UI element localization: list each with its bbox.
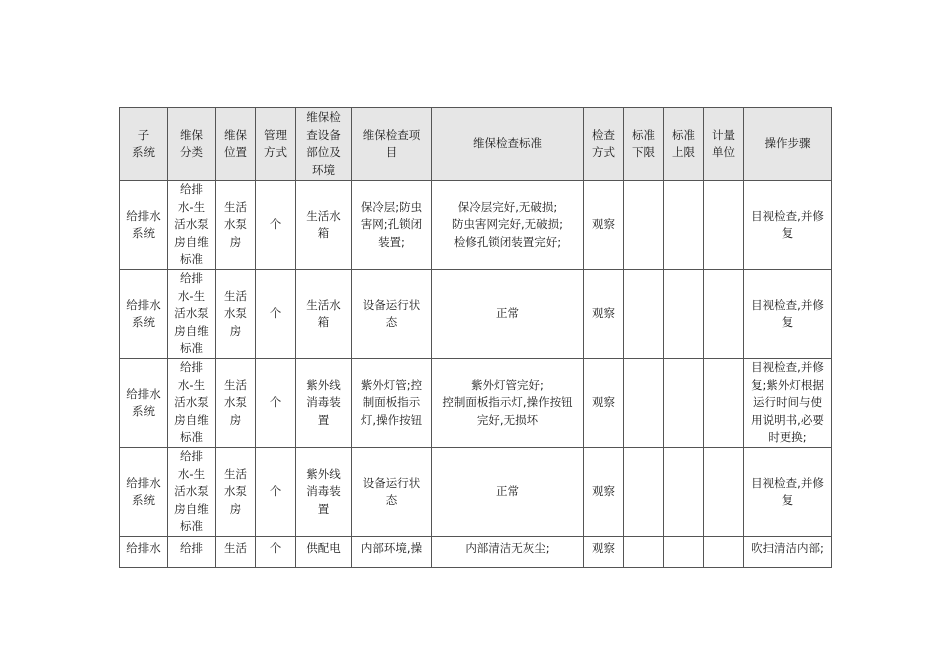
cell-standard: 保冷层完好,无破损; 防虫害网完好,无破损; 检修孔锁闭装置完好; — [432, 181, 584, 270]
header-subsystem: 子 系统 — [120, 108, 168, 181]
cell-steps: 目视检查,并修 复 — [744, 270, 832, 359]
cell-category: 给排 水-生 活水泵 房自维 标准 — [168, 270, 216, 359]
cell-lower — [624, 537, 664, 568]
cell-location: 生活 水泵 房 — [216, 270, 256, 359]
header-lower: 标准 下限 — [624, 108, 664, 181]
cell-mode: 个 — [256, 537, 296, 568]
cell-location: 生活 — [216, 537, 256, 568]
cell-mode: 个 — [256, 359, 296, 448]
cell-upper — [664, 181, 704, 270]
table-header-row — [120, 108, 832, 181]
cell-subsystem: 给排水 系统 — [120, 181, 168, 270]
cell-standard: 正常 — [432, 270, 584, 359]
header-location: 维保 位置 — [216, 108, 256, 181]
cell-steps: 目视检查,并修 复 — [744, 181, 832, 270]
cell-standard: 正常 — [432, 448, 584, 537]
cell-method: 观察 — [584, 270, 624, 359]
header-category: 维保 分类 — [168, 108, 216, 181]
cell-mode: 个 — [256, 270, 296, 359]
header-method: 检查 方式 — [584, 108, 624, 181]
cell-subsystem: 给排水 系统 — [120, 448, 168, 537]
cell-lower — [624, 270, 664, 359]
cell-unit — [704, 537, 744, 568]
cell-lower — [624, 448, 664, 537]
cell-category: 给排 水-生 活水泵 房自维 标准 — [168, 448, 216, 537]
cell-category: 给排 — [168, 537, 216, 568]
cell-item: 紫外灯管;控 制面板指示 灯,操作按钮 — [352, 359, 432, 448]
cell-item: 设备运行状 态 — [352, 448, 432, 537]
cell-method: 观察 — [584, 359, 624, 448]
header-equipment: 维保检 查设备 部位及 环境 — [296, 108, 352, 181]
cell-item: 设备运行状 态 — [352, 270, 432, 359]
cell-location: 生活 水泵 房 — [216, 448, 256, 537]
cell-item: 保冷层;防虫 害网;孔锁闭 装置; — [352, 181, 432, 270]
cell-upper — [664, 537, 704, 568]
table-row — [120, 270, 832, 359]
cell-equipment: 生活水 箱 — [296, 181, 352, 270]
header-item: 维保检查项 目 — [352, 108, 432, 181]
cell-equipment: 生活水 箱 — [296, 270, 352, 359]
cell-unit — [704, 270, 744, 359]
cell-standard: 内部清洁无灰尘; — [432, 537, 584, 568]
header-steps: 操作步骤 — [744, 108, 832, 181]
cell-subsystem: 给排水 系统 — [120, 270, 168, 359]
cell-standard: 紫外灯管完好; 控制面板指示灯,操作按钮 完好,无损坏 — [432, 359, 584, 448]
cell-steps: 目视检查,并修 复;紫外灯根据 运行时间与使 用说明书,必要 时更换; — [744, 359, 832, 448]
table-row — [120, 181, 832, 270]
cell-category: 给排 水-生 活水泵 房自维 标准 — [168, 359, 216, 448]
cell-unit — [704, 181, 744, 270]
cell-upper — [664, 270, 704, 359]
cell-lower — [624, 359, 664, 448]
table-row — [120, 537, 832, 568]
cell-unit — [704, 359, 744, 448]
cell-equipment: 紫外线 消毒装 置 — [296, 359, 352, 448]
cell-lower — [624, 181, 664, 270]
cell-steps: 吹扫清洁内部; — [744, 537, 832, 568]
cell-method: 观察 — [584, 448, 624, 537]
cell-mode: 个 — [256, 448, 296, 537]
header-standard: 维保检查标准 — [432, 108, 584, 181]
cell-category: 给排 水-生 活水泵 房自维 标准 — [168, 181, 216, 270]
header-mode: 管理 方式 — [256, 108, 296, 181]
cell-unit — [704, 448, 744, 537]
cell-equipment: 供配电 — [296, 537, 352, 568]
header-upper: 标准 上限 — [664, 108, 704, 181]
cell-equipment: 紫外线 消毒装 置 — [296, 448, 352, 537]
cell-method: 观察 — [584, 181, 624, 270]
table-row — [120, 448, 832, 537]
cell-item: 内部环境,操 — [352, 537, 432, 568]
maintenance-standards-table — [119, 107, 832, 568]
header-unit: 计量 单位 — [704, 108, 744, 181]
cell-location: 生活 水泵 房 — [216, 181, 256, 270]
cell-steps: 目视检查,并修 复 — [744, 448, 832, 537]
cell-method: 观察 — [584, 537, 624, 568]
cell-subsystem: 给排水 系统 — [120, 359, 168, 448]
cell-upper — [664, 359, 704, 448]
cell-upper — [664, 448, 704, 537]
cell-subsystem: 给排水 — [120, 537, 168, 568]
cell-location: 生活 水泵 房 — [216, 359, 256, 448]
cell-mode: 个 — [256, 181, 296, 270]
table-row — [120, 359, 832, 448]
